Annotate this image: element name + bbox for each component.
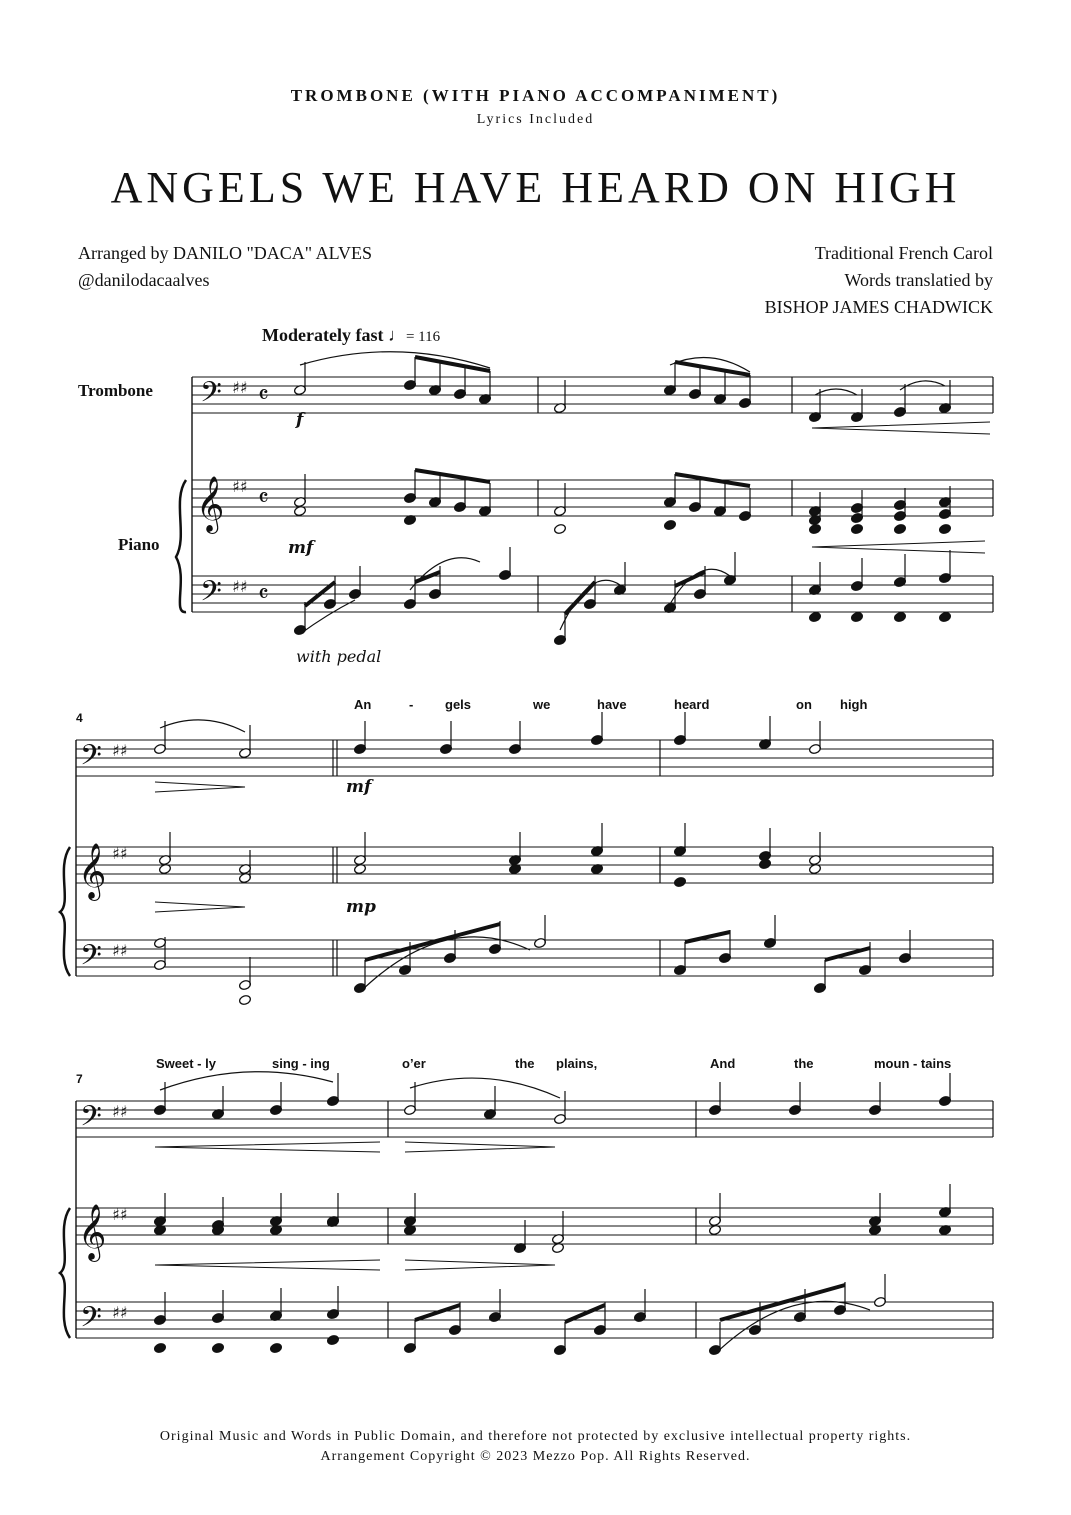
notehead xyxy=(663,519,676,530)
common-time-icon: 𝄴 xyxy=(258,484,269,512)
decrescendo-hairpin xyxy=(405,1142,555,1152)
notehead xyxy=(938,611,951,622)
dynamic-mp-piano: mp xyxy=(346,897,376,917)
arranger-handle: @danilodacaalves xyxy=(78,270,210,290)
dynamic-mf-piano: mf xyxy=(288,538,314,558)
dynamic-mf-trombone: mf xyxy=(346,777,372,797)
lyric-syllable: An xyxy=(354,697,372,712)
beam xyxy=(365,924,500,960)
lyric-syllable: Sweet - ly xyxy=(156,1056,216,1071)
bass-clef-icon: 𝄢 xyxy=(80,939,102,979)
bass-clef-icon: 𝄢 xyxy=(80,1301,102,1341)
bass-clef-icon: 𝄢 xyxy=(200,575,222,615)
common-time-icon: 𝄴 xyxy=(258,580,269,608)
score-notation xyxy=(60,352,993,1356)
lyric-hyphen: - xyxy=(409,697,414,712)
key-signature-icon: ♯♯ xyxy=(112,1303,128,1322)
notehead xyxy=(893,611,906,622)
slur xyxy=(160,1072,333,1090)
beam xyxy=(565,1305,605,1322)
metronome-value: = 116 xyxy=(405,329,441,345)
notehead xyxy=(758,858,771,869)
source-credit: Traditional French Carol xyxy=(814,243,993,263)
lyric-syllable: plains, xyxy=(556,1056,598,1071)
notehead xyxy=(211,1342,224,1353)
bass-clef-icon: 𝄢 xyxy=(80,739,102,779)
key-signature-icon: ♯♯ xyxy=(232,378,248,397)
lyric-syllable: on xyxy=(796,697,812,712)
bass-clef-icon: 𝄢 xyxy=(80,1100,102,1140)
key-signature-icon: ♯♯ xyxy=(112,844,128,863)
key-signature-icon: ♯♯ xyxy=(112,1102,128,1121)
piano-label: Piano xyxy=(118,535,160,554)
beam xyxy=(565,582,595,614)
slur xyxy=(715,1301,870,1354)
notehead xyxy=(673,876,686,887)
notehead xyxy=(553,523,566,534)
lyric-syllable: the xyxy=(515,1056,535,1071)
decrescendo-hairpin xyxy=(155,902,245,912)
key-signature-icon: ♯♯ xyxy=(112,1205,128,1224)
slur xyxy=(815,389,857,395)
lyric-syllable: the xyxy=(794,1056,814,1071)
notehead xyxy=(808,523,821,534)
lyric-syllable: sing - ing xyxy=(272,1056,330,1071)
song-title: ANGELS WE HAVE HEARD ON HIGH xyxy=(110,163,961,212)
lyric-syllable: we xyxy=(533,697,551,712)
treble-clef-icon: 𝄞 xyxy=(196,476,225,532)
treble-clef-icon: 𝄞 xyxy=(78,843,107,899)
lyric-syllable: high xyxy=(840,697,868,712)
lyric-syllable: have xyxy=(597,697,627,712)
lyric-syllable: And xyxy=(710,1056,736,1071)
dynamic-f: f xyxy=(296,410,304,430)
slur xyxy=(410,1078,560,1098)
slur xyxy=(160,720,245,732)
notehead xyxy=(238,994,251,1005)
notehead xyxy=(269,1342,282,1353)
notehead xyxy=(326,1334,339,1345)
crescendo-hairpin xyxy=(155,1260,380,1270)
lyric-syllable: moun - tains xyxy=(874,1056,952,1071)
decrescendo-hairpin xyxy=(405,1260,555,1270)
copyright-line-1: Original Music and Words in Public Domain, and therefore not protected by exclusive intellectual property rights. xyxy=(159,1429,912,1444)
decrescendo-hairpin xyxy=(155,782,245,792)
notehead xyxy=(850,523,863,534)
notehead xyxy=(893,523,906,534)
crescendo-hairpin xyxy=(812,541,985,553)
measure-number-7: 7 xyxy=(76,1072,83,1086)
piano-brace xyxy=(60,1208,70,1338)
piano-brace xyxy=(176,480,186,612)
key-signature-icon: ♯♯ xyxy=(232,577,248,596)
trombone-label: Trombone xyxy=(78,381,153,400)
quarter-note-icon: ♩ xyxy=(387,325,406,345)
notehead xyxy=(850,611,863,622)
lyric-syllable: gels xyxy=(445,697,472,712)
slur xyxy=(900,381,945,390)
piano-brace xyxy=(60,847,70,976)
treble-clef-icon: 𝄞 xyxy=(78,1204,107,1260)
key-signature-icon: ♯♯ xyxy=(232,477,248,496)
copyright-line-2: Arrangement Copyright © 2023 Mezzo Pop. All Rights Reserved. xyxy=(320,1449,751,1464)
notehead xyxy=(153,1342,166,1353)
lyrics-note: Lyrics Included xyxy=(476,112,595,127)
crescendo-hairpin xyxy=(155,1142,380,1152)
notehead xyxy=(938,523,951,534)
with-pedal-text: with pedal xyxy=(296,647,382,666)
beam xyxy=(415,1305,460,1320)
key-signature-icon: ♯♯ xyxy=(112,941,128,960)
arranger-credit: Arranged by DANILO "DACA" ALVES xyxy=(78,243,373,263)
key-signature-icon: ♯♯ xyxy=(112,741,128,760)
tempo-text: Moderately fast xyxy=(262,325,384,345)
beam xyxy=(675,362,750,375)
words-credit: Words translatied by xyxy=(844,270,993,290)
lyric-syllable: o’er xyxy=(402,1056,426,1071)
measure-number-4: 4 xyxy=(76,711,83,725)
bass-clef-icon: 𝄢 xyxy=(200,376,222,416)
instrument-heading: TROMBONE (WITH PIANO ACCOMPANIMENT) xyxy=(290,86,781,105)
notehead xyxy=(808,611,821,622)
crescendo-hairpin xyxy=(812,422,990,434)
lyric-syllable: heard xyxy=(674,697,710,712)
common-time-icon: 𝄴 xyxy=(258,381,269,409)
translator-credit: BISHOP JAMES CHADWICK xyxy=(764,297,993,317)
slur xyxy=(360,937,530,992)
